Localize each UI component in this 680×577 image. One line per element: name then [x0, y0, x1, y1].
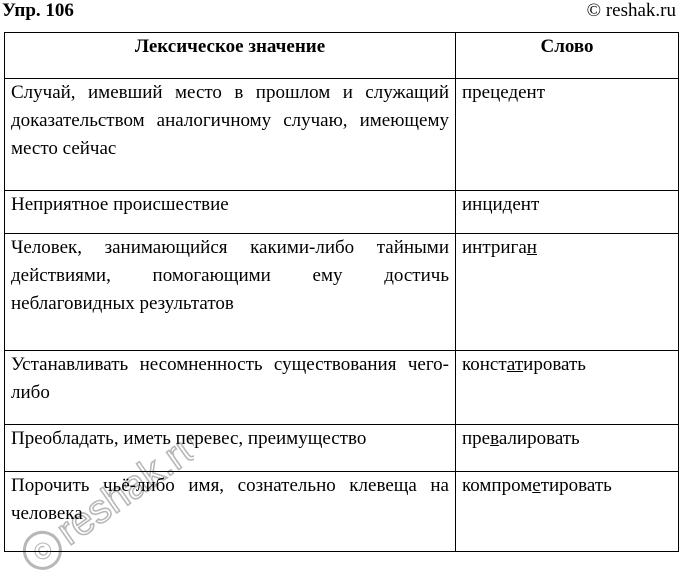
- word-part: ент: [512, 194, 540, 215]
- word-marked-letter: е: [532, 475, 541, 496]
- meaning-cell: Случай, имевший место в прошлом и служащий доказательством аналогичному случаю, имеющему место сейчас: [5, 79, 456, 191]
- word-cell: [456, 425, 679, 472]
- table-row: [5, 234, 679, 351]
- word-cell: [456, 234, 679, 351]
- word-cell: [456, 79, 679, 191]
- word-part: инци: [462, 194, 503, 215]
- watermark-text: reshak.ru: [48, 422, 194, 554]
- meaning-cell: Преобладать, иметь перевес, преимущество: [5, 425, 456, 472]
- word-marked-letter: ат: [506, 354, 524, 375]
- word-part: пре: [462, 428, 491, 449]
- word-marked-letter: д: [502, 194, 513, 215]
- word-cell: [456, 191, 679, 234]
- meaning-cell: Неприятное происшествие: [5, 191, 456, 234]
- source-credit: © reshak.ru: [586, 0, 676, 21]
- word-part: ировать: [523, 354, 586, 375]
- table-row: [5, 191, 679, 234]
- lexical-meaning-table: [4, 32, 679, 552]
- meaning-cell: Человек, занимающийся какими-либо тайными действиями, помогающими ему достичь неблаговидных результатов: [5, 234, 456, 351]
- table-row: [5, 351, 679, 425]
- word-part: конст: [462, 354, 507, 375]
- exercise-number: Упр. 106: [2, 0, 74, 21]
- meaning-cell: Устанавливать несомненность существования чего-либо: [5, 351, 456, 425]
- word-part: интрига: [462, 237, 527, 258]
- table-row: [5, 79, 679, 191]
- word-marked-letter: в: [490, 428, 499, 449]
- column-header-word: Слово: [456, 33, 679, 79]
- table-row: [5, 472, 679, 552]
- word-part: тировать: [540, 475, 612, 496]
- table-row: [5, 425, 679, 472]
- word-marked-letter: н: [526, 237, 537, 258]
- word-cell: [456, 351, 679, 425]
- column-header-meaning: Лексическое значение: [5, 33, 456, 79]
- meaning-cell: Порочить чьё-либо имя, сознательно клевеща на человека: [5, 472, 456, 552]
- copyright-symbol: ©: [28, 535, 59, 568]
- page-header: [0, 0, 680, 28]
- table-header-row: [5, 33, 679, 79]
- word-part: компром: [462, 475, 533, 496]
- word-marked-letter: д: [508, 82, 519, 103]
- word-part: преце: [462, 82, 509, 103]
- word-part: ент: [518, 82, 546, 103]
- word-cell: [456, 472, 679, 552]
- word-part: алировать: [498, 428, 580, 449]
